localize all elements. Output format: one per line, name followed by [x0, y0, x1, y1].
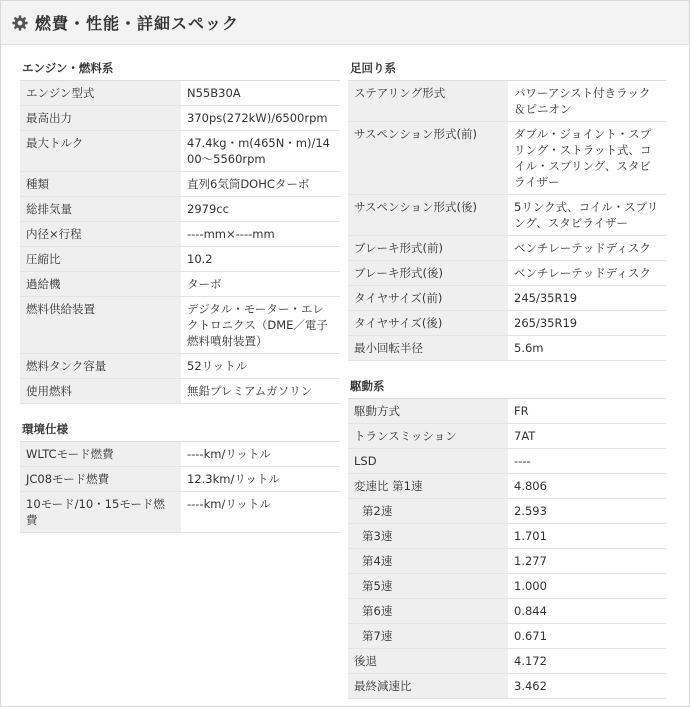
- spec-label: タイヤサイズ(後): [348, 311, 508, 336]
- spec-value: 47.4kg・m(465N・m)/1400～5560rpm: [181, 131, 340, 172]
- spec-row: [20, 106, 340, 131]
- spec-value: 5リンク式、コイル・スプリング、スタビライザー: [508, 195, 666, 236]
- left-column: [20, 57, 340, 533]
- spec-label: 最高出力: [20, 106, 181, 131]
- spec-value: デジタル・モーター・エレクトロニクス（DME／電子燃料噴射装置）: [181, 297, 340, 354]
- panel-header: [1, 1, 689, 45]
- spec-label: 変速比 第1速: [348, 474, 508, 499]
- spec-row: [20, 467, 340, 492]
- spec-value: 4.172: [508, 649, 666, 674]
- spec-row: [20, 442, 340, 467]
- spec-label: 10モード/10・15モード燃費: [20, 492, 181, 533]
- spec-value: 2979cc: [181, 197, 340, 222]
- engine-table: [20, 81, 340, 404]
- spec-value: 無鉛プレミアムガソリン: [181, 379, 340, 404]
- spec-value: ----mm×----mm: [181, 222, 340, 247]
- spec-label: 第7速: [348, 624, 508, 649]
- spec-label: JC08モード燃費: [20, 467, 181, 492]
- spec-value: ベンチレーテッドディスク: [508, 261, 666, 286]
- spec-value: 370ps(272kW)/6500rpm: [181, 106, 340, 131]
- spec-value: 265/35R19: [508, 311, 666, 336]
- spec-row: [348, 195, 666, 236]
- spec-value: FR: [508, 399, 666, 424]
- spec-row: [348, 499, 666, 524]
- spec-row: [348, 311, 666, 336]
- gear-icon: [11, 14, 29, 32]
- spec-label: タイヤサイズ(前): [348, 286, 508, 311]
- section-title-drive: 駆動系: [348, 375, 666, 399]
- spec-row: [348, 474, 666, 499]
- spec-row: [348, 674, 666, 699]
- spec-label: 第6速: [348, 599, 508, 624]
- spec-row: [348, 574, 666, 599]
- spec-row: [348, 286, 666, 311]
- spec-row: [348, 336, 666, 361]
- spec-label: ブレーキ形式(後): [348, 261, 508, 286]
- spec-row: [348, 81, 666, 122]
- spec-value: ダブル・ジョイント・スプリング・ストラット式、コイル・スプリング、スタビライザー: [508, 122, 666, 195]
- spec-row: [20, 272, 340, 297]
- spec-label: 燃料タンク容量: [20, 354, 181, 379]
- spec-value: 2.593: [508, 499, 666, 524]
- spec-row: [20, 354, 340, 379]
- spec-row: [348, 599, 666, 624]
- spec-label: ブレーキ形式(前): [348, 236, 508, 261]
- right-column: [348, 57, 666, 699]
- spec-row: [20, 131, 340, 172]
- spec-row: [348, 122, 666, 195]
- spec-row: [348, 449, 666, 474]
- spec-label: エンジン型式: [20, 81, 181, 106]
- spec-row: [348, 649, 666, 674]
- spec-value: 1.701: [508, 524, 666, 549]
- spec-label: 第5速: [348, 574, 508, 599]
- section-title-suspension: 足回り系: [348, 57, 666, 81]
- spec-row: [20, 197, 340, 222]
- spec-value: N55B30A: [181, 81, 340, 106]
- spec-label: 圧縮比: [20, 247, 181, 272]
- spec-row: [348, 424, 666, 449]
- spec-value: 52リットル: [181, 354, 340, 379]
- spec-row: [20, 172, 340, 197]
- spec-label: ステアリング形式: [348, 81, 508, 122]
- spec-label: 駆動方式: [348, 399, 508, 424]
- spec-label: 最終減速比: [348, 674, 508, 699]
- spec-value: 0.844: [508, 599, 666, 624]
- spec-row: [348, 261, 666, 286]
- spec-value: パワーアシスト付きラック＆ピニオン: [508, 81, 666, 122]
- spec-label: 総排気量: [20, 197, 181, 222]
- spec-value: 直列6気筒DOHCターボ: [181, 172, 340, 197]
- spec-value: 245/35R19: [508, 286, 666, 311]
- spec-value: 0.671: [508, 624, 666, 649]
- spec-value: 3.462: [508, 674, 666, 699]
- spec-label: LSD: [348, 449, 508, 474]
- environment-table: [20, 442, 340, 533]
- spec-row: [20, 222, 340, 247]
- section-title-environment: 環境仕様: [20, 418, 340, 442]
- spec-value: ターボ: [181, 272, 340, 297]
- spec-label: 第2速: [348, 499, 508, 524]
- spec-row: [348, 399, 666, 424]
- page-title: 燃費・性能・詳細スペック: [35, 14, 240, 33]
- spec-label: サスペンション形式(後): [348, 195, 508, 236]
- spec-label: 使用燃料: [20, 379, 181, 404]
- spec-row: [20, 492, 340, 533]
- spec-value: 5.6m: [508, 336, 666, 361]
- spec-value: ----: [508, 449, 666, 474]
- spec-value: 7AT: [508, 424, 666, 449]
- spec-value: 10.2: [181, 247, 340, 272]
- spec-value: 1.277: [508, 549, 666, 574]
- spec-value: ----km/リットル: [181, 442, 340, 467]
- spec-value: 4.806: [508, 474, 666, 499]
- spec-row: [348, 549, 666, 574]
- spec-label: 燃料供給装置: [20, 297, 181, 354]
- spec-row: [20, 297, 340, 354]
- spec-row: [348, 624, 666, 649]
- spec-label: 内径×行程: [20, 222, 181, 247]
- spec-row: [348, 524, 666, 549]
- spec-row: [20, 81, 340, 106]
- spec-value: ベンチレーテッドディスク: [508, 236, 666, 261]
- spec-row: [20, 247, 340, 272]
- spec-row: [20, 379, 340, 404]
- suspension-table: [348, 81, 666, 361]
- spec-row: [348, 236, 666, 261]
- section-title-engine: エンジン・燃料系: [20, 57, 340, 81]
- spec-value: 12.3km/リットル: [181, 467, 340, 492]
- spec-label: トランスミッション: [348, 424, 508, 449]
- spec-label: 第3速: [348, 524, 508, 549]
- spec-label: 最大トルク: [20, 131, 181, 172]
- spec-label: 過給機: [20, 272, 181, 297]
- spec-value: 1.000: [508, 574, 666, 599]
- spec-label: WLTCモード燃費: [20, 442, 181, 467]
- spec-label: サスペンション形式(前): [348, 122, 508, 195]
- spec-label: 最小回転半径: [348, 336, 508, 361]
- spec-label: 種類: [20, 172, 181, 197]
- spec-label: 第4速: [348, 549, 508, 574]
- spec-label: 後退: [348, 649, 508, 674]
- drive-table: [348, 399, 666, 699]
- spec-value: ----km/リットル: [181, 492, 340, 533]
